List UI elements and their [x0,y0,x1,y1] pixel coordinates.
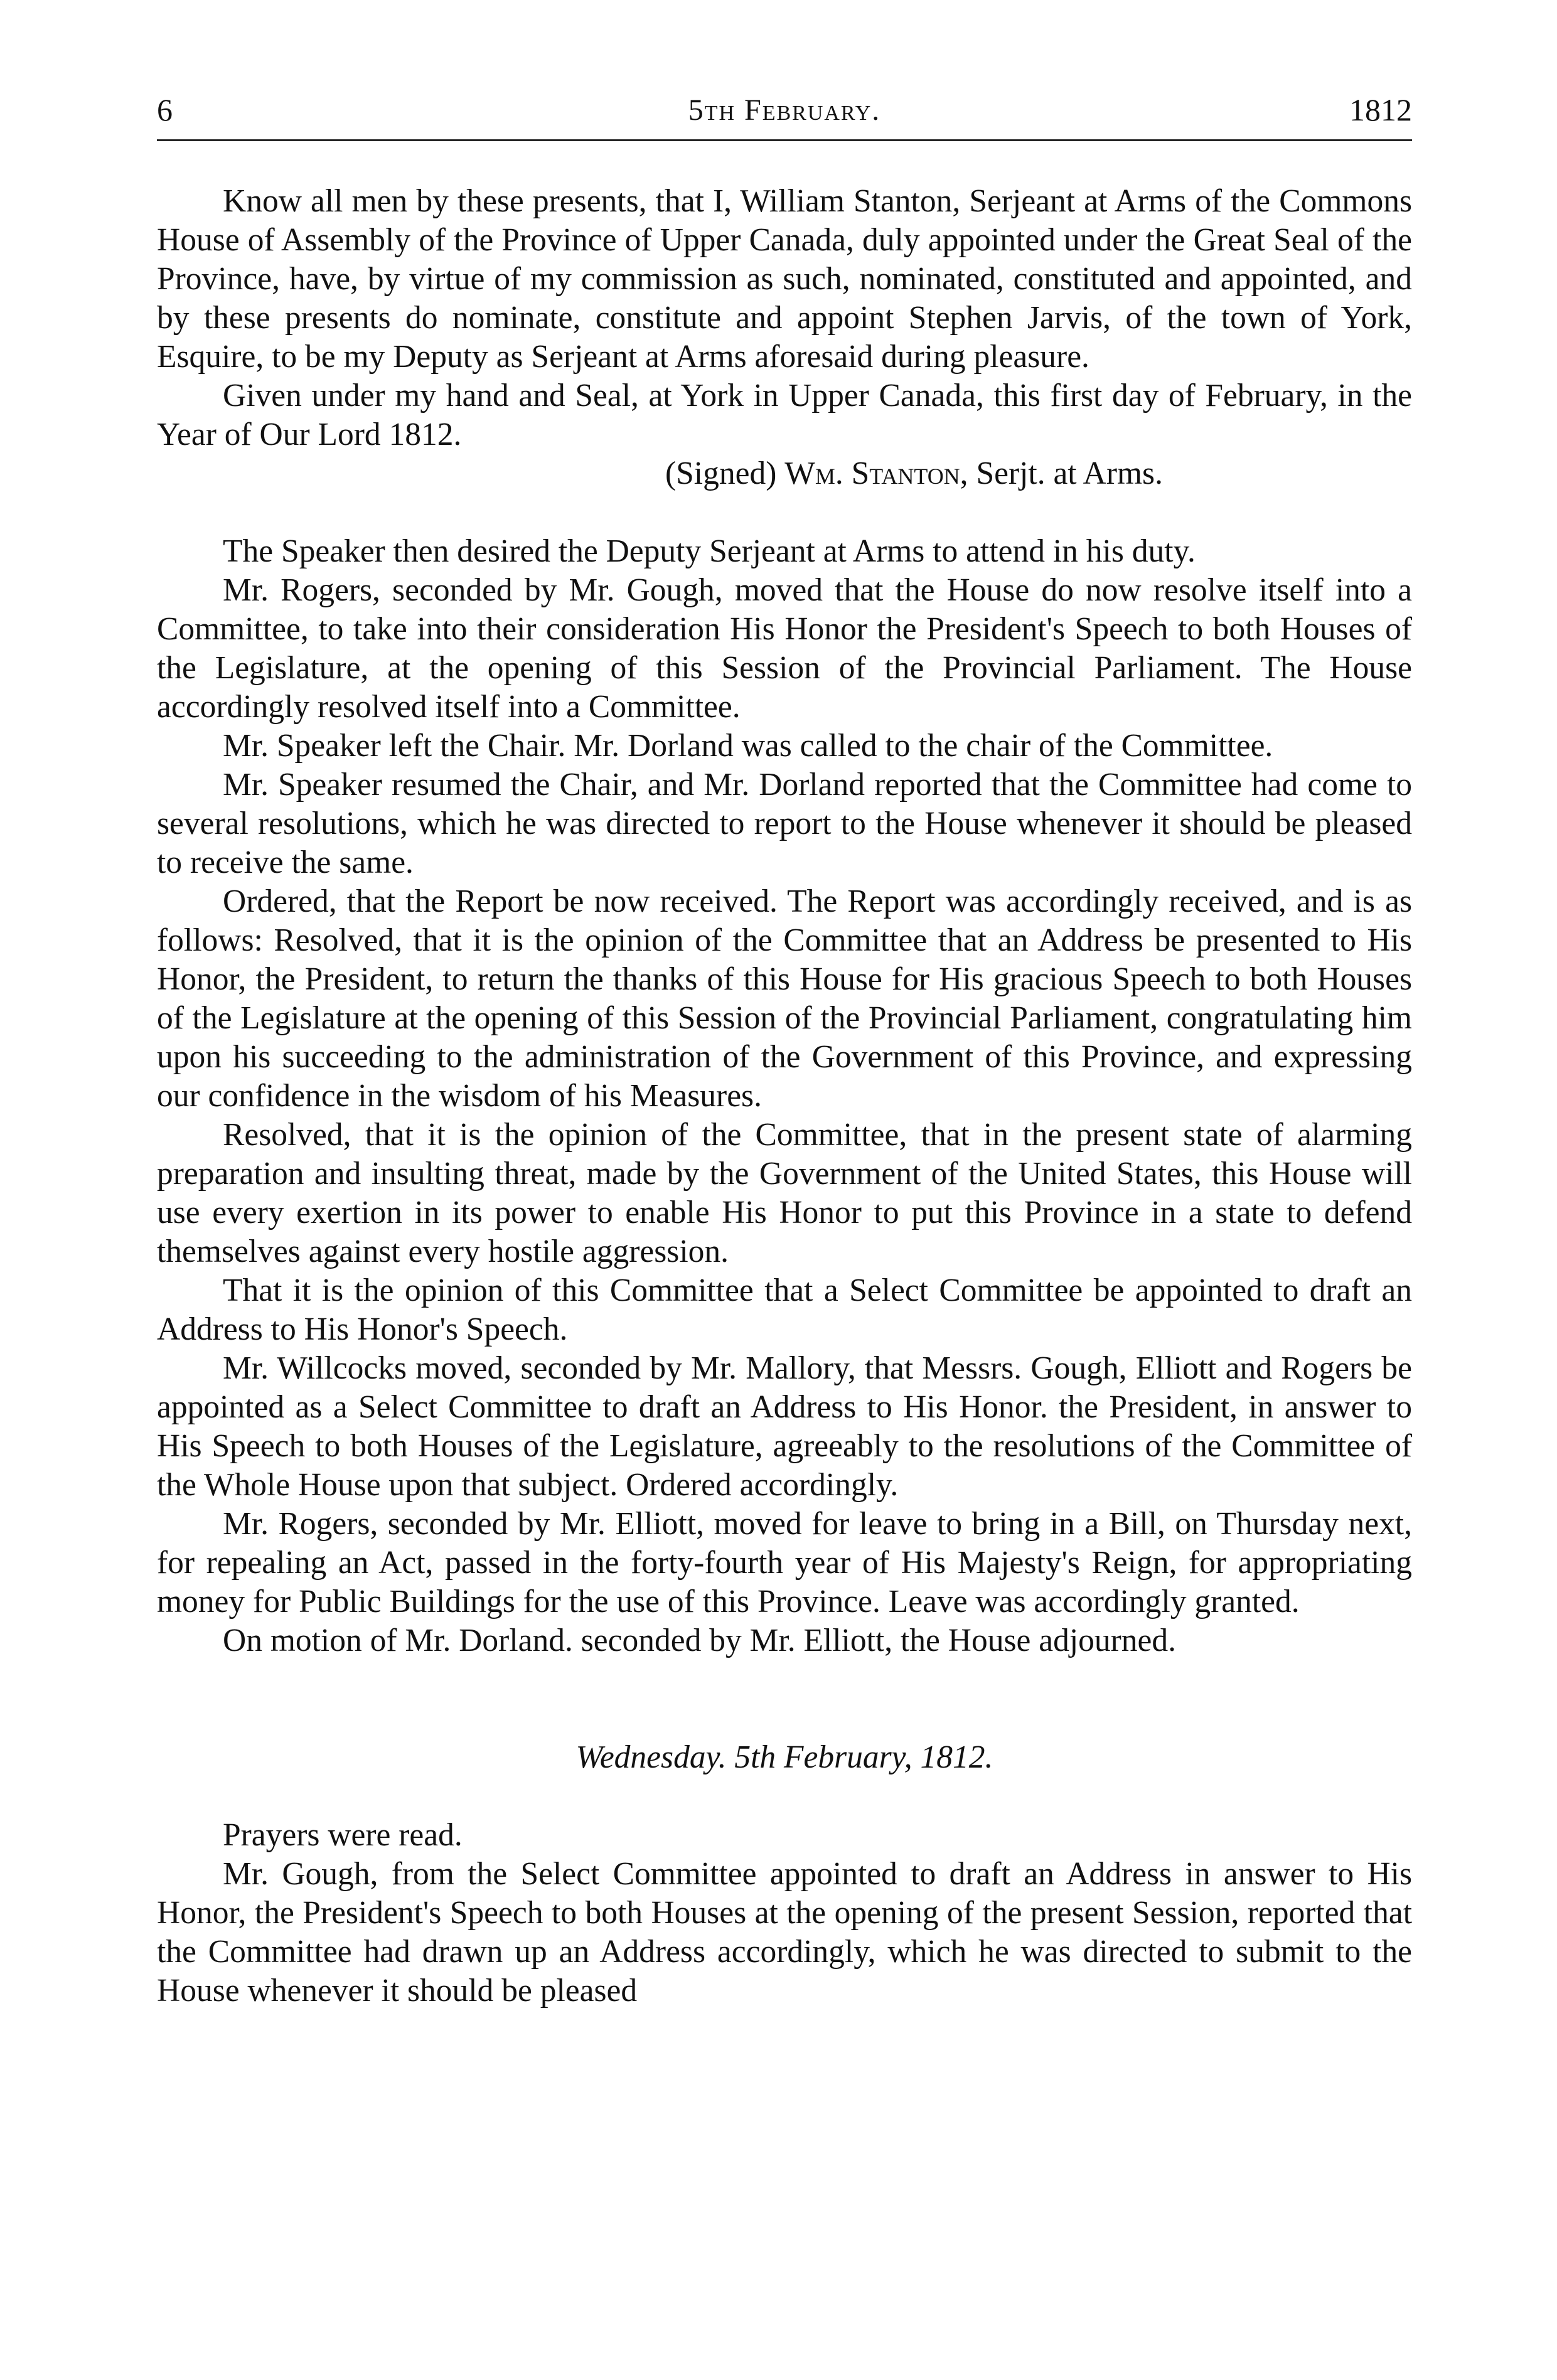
signed-suffix: Serjt. at Arms. [976,456,1163,491]
journal-body [157,182,1412,2010]
paragraph: Mr. Gough, from the Select Committee appointed to draft an Address in answer to His Honor, the President's Speech to both Houses at the opening of the present Session, reported that the Committee had drawn up an Address accordingly, which he was directed to submit to the House whenever it should be pleased [157,1856,1412,2009]
spacer [157,1660,1412,1738]
signature-line [157,454,1412,493]
paragraph: Mr. Willcocks moved, seconded by Mr. Mallory, that Messrs. Gough, Elliott and Rogers be appointed as a Select Committee to draft an Address to His Honor. the President, in answer to His Speech to both Houses of the Legislature, agreeably to the resolutions of the Committee of the Whole House upon that subject. Ordered accordingly. [157,1350,1412,1503]
spacer [157,493,1412,532]
given-paragraph: Given under my hand and Seal, at York in Upper Canada, this first day of February, in the Year of Our Lord 1812. [157,378,1412,452]
paragraph: Prayers were read. [223,1817,463,1853]
date-heading: Wednesday. 5th February, 1812. [575,1739,993,1775]
paragraph: Resolved, that it is the opinion of the Committee, that in the present state of alarming preparation and insulting threat, made by the Government of the United States, this House will use every exertion in its power to enable His Honor to put this Province in a state to defend themselves against every hostile aggression. [157,1117,1412,1269]
paragraph: That it is the opinion of this Committee that a Select Committee be appointed to draft an Address to His Honor's Speech. [157,1273,1412,1347]
header-rule [157,139,1412,141]
spacer [157,1777,1412,1816]
header-year: 1812 [1349,92,1412,127]
paragraph: The Speaker then desired the Deputy Serjeant at Arms to attend in his duty. [223,533,1196,569]
paragraph: Mr. Rogers, seconded by Mr. Gough, moved that the House do now resolve itself into a Committee, to take into their consideration His Honor the President's Speech to both Houses of the Legislature, at the opening of this Session of the Provincial Parliament. The House accordingly resolved itself into a Committee. [157,572,1412,725]
running-title: 5th February. [688,93,881,127]
signed-prefix: (Signed) [665,456,777,491]
paragraph: Mr. Speaker resumed the Chair, and Mr. Dorland reported that the Committee had come to several resolutions, which he was directed to report to the House whenever it should be pleased to receive the same. [157,767,1412,880]
paragraph: On motion of Mr. Dorland. seconded by Mr. Elliott, the House adjourned. [223,1623,1177,1658]
page-header [157,74,1412,131]
paragraph: Mr. Speaker left the Chair. Mr. Dorland was called to the chair of the Committee. [223,728,1273,764]
commission-paragraph: Know all men by these presents, that I, William Stanton, Serjeant at Arms of the Commons House of Assembly of the Province of Upper Canada, duly appointed under the Great Seal of the Province, have, by virtue of my commission as such, nominated, constituted and appointed, and by these presents do nominate, constitute and appoint Stephen Jarvis, of the town of York, Esquire, to be my Deputy as Serjeant at Arms aforesaid during pleasure. [157,183,1412,375]
paragraph: Ordered, that the Report be now received. The Report was accordingly received, and is as follows: Resolved, that it is the opinion of the Committee that an Address be presented to His Honor, the President, to return the thanks of this House for His gracious Speech to both Houses of the Legislature at the opening of this Session of the Provincial Parliament, congratulating him upon his succeeding to the administration of the Government of this Province, and expressing our confidence in the wisdom of his Measures. [157,883,1412,1114]
page-number: 6 [157,92,173,127]
paragraph: Mr. Rogers, seconded by Mr. Elliott, moved for leave to bring in a Bill, on Thursday next, for repealing an Act, passed in the forty-fourth year of His Majesty's Reign, for appropriating money for Public Buildings for the use of this Province. Leave was accordingly granted. [157,1506,1412,1620]
signed-name: Wm. Stanton, [784,456,968,491]
